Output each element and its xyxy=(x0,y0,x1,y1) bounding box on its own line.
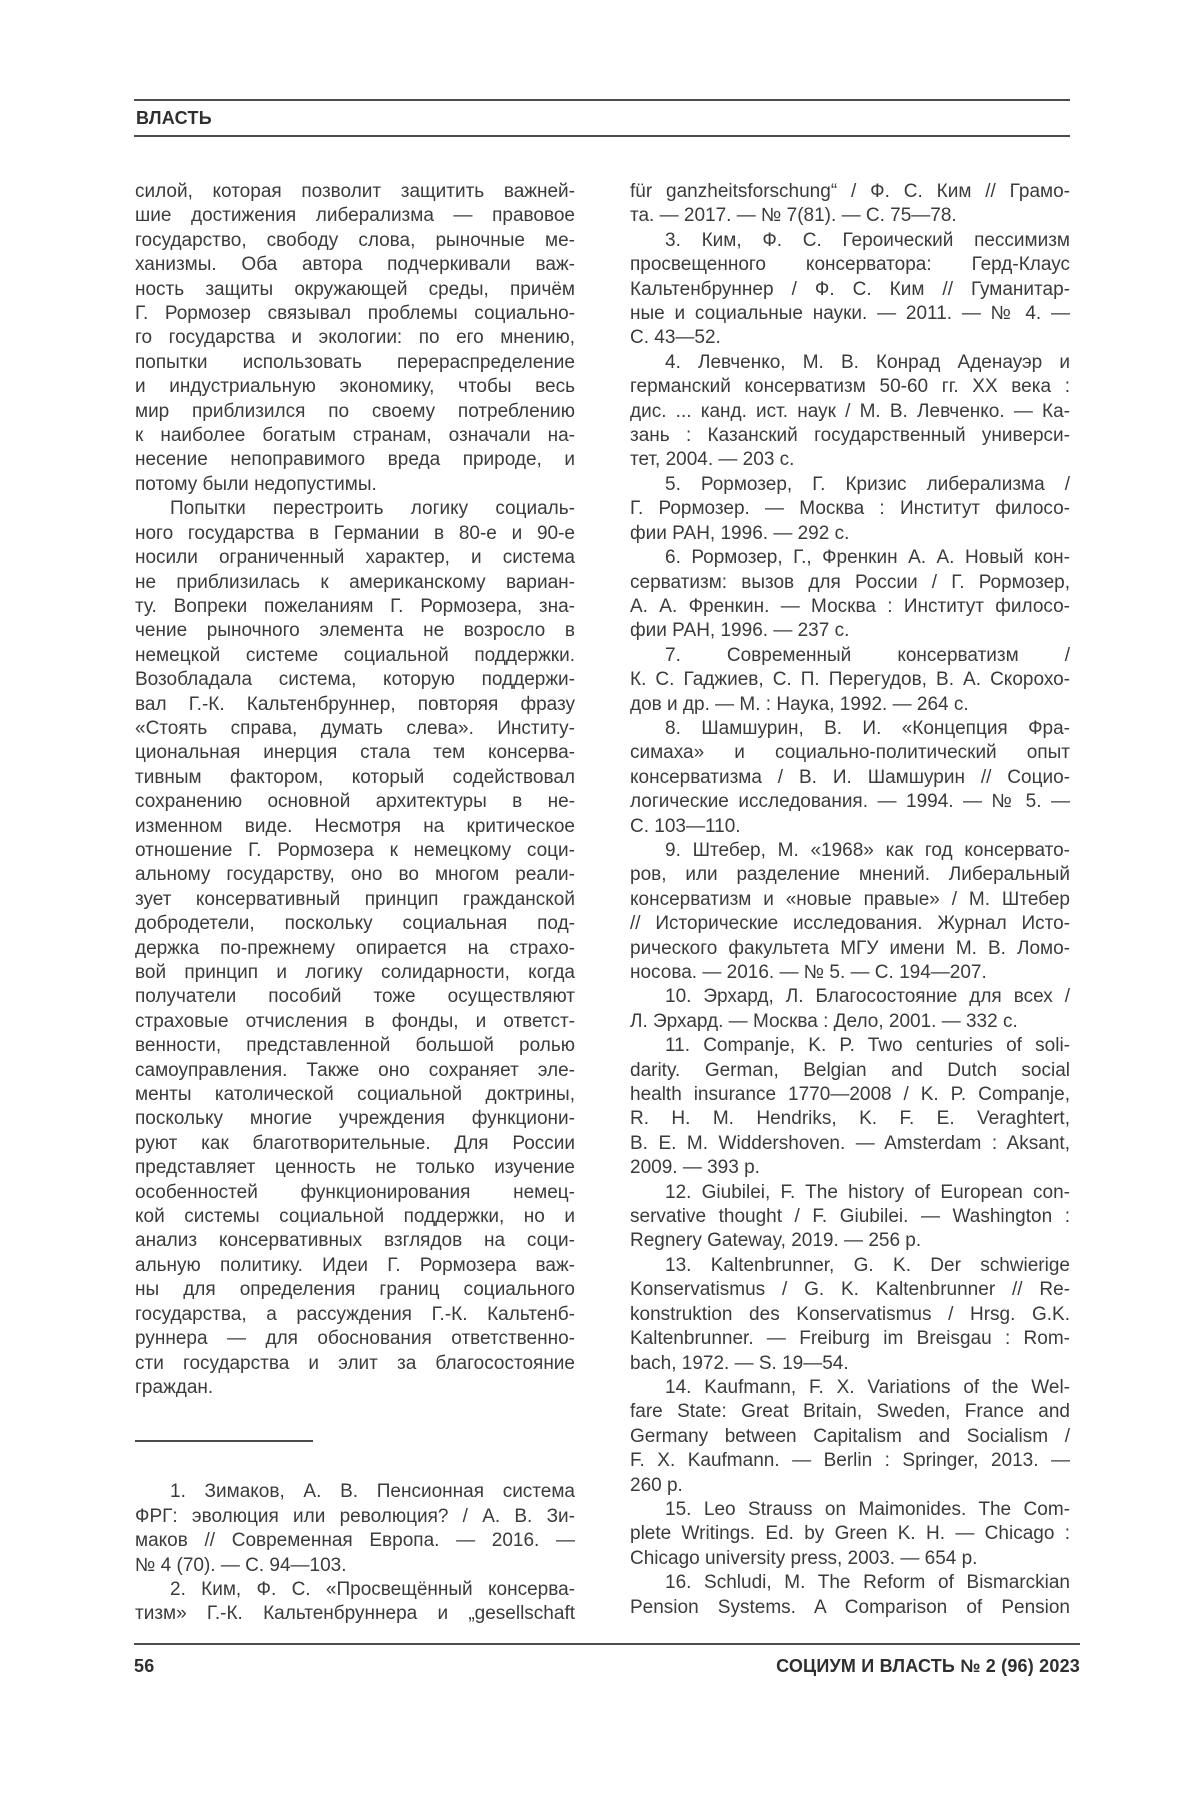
text-line: представляет ценность не только изучение xyxy=(135,1157,575,1179)
text-line: циональная инерция стала тем консерва- xyxy=(135,742,575,764)
text-line: Г. Рормозер связывал проблемы социально- xyxy=(135,303,575,325)
text-line: попытки использовать перераспределение xyxy=(135,351,575,373)
reference-item xyxy=(630,351,1070,473)
text-line: ные и социальные науки. — 2011. — № 4. — xyxy=(630,303,1070,325)
text-line: серватизм: вызов для России / Г. Рормозер, xyxy=(630,571,1070,593)
text-line: Pension Systems. A Comparison of Pension xyxy=(630,1596,1070,1618)
text-line: Regnery Gateway, 2019. — 256 p. xyxy=(630,1230,922,1252)
text-line: держка по-прежнему опирается на страхо- xyxy=(135,937,575,959)
text-line: R. H. M. Hendriks, K. F. E. Veraghtert, xyxy=(630,1108,1070,1130)
text-line: зует консервативный принцип гражданской xyxy=(135,888,575,910)
text-line: менты католической социальной доктрины, xyxy=(135,1084,575,1106)
text-line: тизм» Г.-К. Кальтенбруннера и „gesellschaft xyxy=(135,1603,575,1625)
text-line: дис. ... канд. ист. наук / М. В. Левченко. — Ка- xyxy=(630,400,1070,422)
text-line: мир приблизился по своему потреблению xyxy=(135,400,575,422)
text-line: С. 103—110. xyxy=(630,815,741,837)
reference-item xyxy=(630,1181,1070,1254)
text-line: 13. Kaltenbrunner, G. K. Der schwierige xyxy=(665,1254,1070,1276)
text-line: получатели пособий тоже осуществляют xyxy=(135,986,575,1008)
text-line: Л. Эрхард. — Москва : Дело, 2001. — 332 с. xyxy=(630,1010,1018,1032)
section-label: ВЛАСТЬ xyxy=(136,108,213,128)
text-line: bach, 1972. — S. 19—54. xyxy=(630,1352,849,1374)
text-line: логические исследования. — 1994. — № 5. — xyxy=(630,791,1070,813)
journal-title: СОЦИУМ И ВЛАСТЬ № 2 (96) 2023 xyxy=(776,1656,1080,1676)
text-line: 9. Штебер, М. «1968» как год консервато- xyxy=(665,839,1070,861)
paragraph xyxy=(135,180,575,497)
text-line: 2. Ким, Ф. С. «Просвещённый консерва- xyxy=(170,1578,575,1600)
text-line: «Стоять справа, думать слева». Институ- xyxy=(135,717,575,739)
text-line: für ganzheitsforschung“ / Ф. С. Ким // Грамо- xyxy=(630,181,1070,202)
text-line: 3. Ким, Ф. С. Героический пессимизм xyxy=(665,229,1070,251)
reference-item xyxy=(135,1578,575,1627)
text-line: С. 43—52. xyxy=(630,327,721,349)
reference-item xyxy=(135,1480,575,1578)
text-line: фии РАН, 1996. — 292 с. xyxy=(630,522,850,544)
text-line: носова. — 2016. — № 5. — С. 194—207. xyxy=(630,962,987,983)
text-line: 8. Шамшурин, В. И. «Концепция Фра- xyxy=(665,717,1070,739)
paragraph xyxy=(630,180,1070,229)
footnote-separator xyxy=(135,1440,313,1442)
text-line: Г. Рормозер. — Москва : Институт филосо- xyxy=(630,498,1070,520)
text-line: вой принцип и логику солидарности, когда xyxy=(135,962,575,983)
text-line: германский консерватизм 50-60 гг. XX века : xyxy=(630,376,1070,398)
reference-item xyxy=(630,1034,1070,1180)
text-line: 1. Зимаков, А. В. Пенсионная система xyxy=(170,1481,575,1503)
text-line: просвещенного консерватора: Герд-Клаус xyxy=(630,254,1070,276)
text-line: фии РАН, 1996. — 237 с. xyxy=(630,620,850,642)
text-line: Попытки перестроить логику социаль- xyxy=(170,498,575,520)
text-line: ФРГ: эволюция или революция? / А. В. Зи- xyxy=(135,1505,575,1527)
text-line: несение непоправимого вреда природе, и xyxy=(135,449,575,471)
text-line: симаха» и социально-политический опыт xyxy=(630,742,1070,764)
text-line: 6. Рормозер, Г., Френкин А. А. Новый кон- xyxy=(665,547,1070,569)
text-line: шие достижения либерализма — правовое xyxy=(135,205,575,227)
text-line: Возобладала система, которую поддержи- xyxy=(135,669,575,691)
two-column-text xyxy=(135,180,1070,1627)
reference-item xyxy=(630,1498,1070,1571)
reference-item xyxy=(630,644,1070,717)
text-line: 2009. — 393 p. xyxy=(630,1157,760,1179)
text-line: чение рыночного элемента не возросло в xyxy=(135,620,575,642)
reference-item xyxy=(630,985,1070,1034)
text-line: 12. Giubilei, F. The history of European con- xyxy=(665,1181,1070,1203)
text-line: венности, представленной большой ролью xyxy=(135,1035,575,1057)
reference-item xyxy=(630,1376,1070,1498)
text-line: альному государству, оно во многом реали- xyxy=(135,864,575,886)
text-line: поскольку многие учреждения функциони- xyxy=(135,1108,575,1130)
text-line: plete Writings. Ed. by Green K. H. — Chicago : xyxy=(630,1523,1070,1545)
text-line: ров, или разделение мнений. Либеральный xyxy=(630,864,1070,886)
text-line: руют как благотворительные. Для России xyxy=(135,1132,575,1154)
text-line: анализ консервативных взглядов на соци- xyxy=(135,1230,575,1252)
text-line: F. X. Kaufmann. — Berlin : Springer, 2013. — xyxy=(630,1450,1070,1472)
text-line: альную политику. Идеи Г. Рормозера важ- xyxy=(135,1254,575,1276)
text-line: 15. Leo Strauss on Maimonides. The Com- xyxy=(665,1498,1070,1520)
text-line: К. С. Гаджиев, С. П. Перегудов, В. А. Скорохо- xyxy=(630,669,1070,691)
text-line: самоуправления. Также оно сохраняет эле- xyxy=(135,1059,575,1081)
text-line: отношение Г. Рормозера к немецкому соци- xyxy=(135,839,575,861)
text-line: силой, которая позволит защитить важней- xyxy=(135,181,575,202)
text-line: fare State: Great Britain, Sweden, France and xyxy=(630,1401,1070,1423)
reference-item xyxy=(630,1254,1070,1376)
text-line: № 4 (70). — С. 94—103. xyxy=(135,1554,347,1576)
text-line: ны для определения границ социального xyxy=(135,1279,575,1301)
text-line: немецкой системе социальной поддержки. xyxy=(135,644,575,666)
text-line: потому были недопустимы. xyxy=(135,473,377,495)
text-line: 260 p. xyxy=(630,1474,683,1496)
text-line: сохранению основной архитектуры в не- xyxy=(135,791,575,813)
text-line: тет, 2004. — 203 с. xyxy=(630,449,795,471)
text-line: Kaltenbrunner. — Freiburg im Breisgau : Rom- xyxy=(630,1328,1070,1350)
page-number: 56 xyxy=(134,1656,155,1676)
text-line: добродетели, поскольку социальная под- xyxy=(135,913,575,935)
text-line: особенностей функционирования немец- xyxy=(135,1181,575,1203)
text-line: B. E. M. Widdershoven. — Amsterdam : Aksant, xyxy=(630,1132,1070,1154)
text-line: носили ограниченный характер, и система xyxy=(135,547,575,569)
right-column xyxy=(630,180,1070,1627)
text-line: // Исторические исследования. Журнал Исто- xyxy=(630,913,1070,935)
text-line: Chicago university press, 2003. — 654 p. xyxy=(630,1547,978,1569)
reference-item xyxy=(630,229,1070,351)
text-line: го государства и экологии: по его мнению, xyxy=(135,327,575,349)
text-line: государства, а рассуждения Г.-К. Кальтенб- xyxy=(135,1303,575,1325)
reference-item xyxy=(630,1571,1070,1620)
text-line: health insurance 1770—2008 / K. P. Companje, xyxy=(630,1084,1070,1106)
text-line: 10. Эрхард, Л. Благосостояние для всех / xyxy=(665,986,1070,1008)
text-line: зань : Казанский государственный универси- xyxy=(630,425,1070,447)
reference-item xyxy=(630,473,1070,546)
text-line: А. А. Френкин. — Москва : Институт филосо- xyxy=(630,595,1070,617)
text-line: маков // Современная Европа. — 2016. — xyxy=(135,1530,575,1552)
text-line: сти государства и элит за благосостояние xyxy=(135,1352,575,1374)
text-line: Konservatismus / G. K. Kaltenbrunner // Re- xyxy=(630,1279,1070,1301)
text-line: 16. Schludi, M. The Reform of Bismarckian xyxy=(665,1572,1070,1594)
reference-item xyxy=(630,839,1070,985)
text-line: вал Г.-К. Кальтенбруннер, повторяя фразу xyxy=(135,693,575,715)
reference-item xyxy=(630,546,1070,644)
text-line: 7. Современный консерватизм / xyxy=(665,644,1070,666)
text-line: рического факультета МГУ имени М. В. Ломо- xyxy=(630,937,1070,959)
text-line: та. — 2017. — № 7(81). — С. 75—78. xyxy=(630,205,957,227)
paragraph xyxy=(135,497,575,1400)
reference-item xyxy=(630,717,1070,839)
text-line: konstruktion des Konservatismus / Hrsg. G.K. xyxy=(630,1303,1070,1325)
text-line: ту. Вопреки пожеланиям Г. Рормозера, зна- xyxy=(135,595,575,617)
text-line: 11. Companje, K. P. Two centuries of soli- xyxy=(665,1035,1070,1057)
text-line: консерватизма / В. И. Шамшурин // Социо- xyxy=(630,766,1070,788)
running-header xyxy=(134,99,1070,137)
text-line: к наиболее богатым странам, означали на- xyxy=(135,425,575,447)
text-line: не приблизилась к американскому вариан- xyxy=(135,571,575,593)
text-line: Germany between Capitalism and Socialism / xyxy=(630,1425,1070,1447)
text-line: 4. Левченко, М. В. Конрад Аденауэр и xyxy=(665,351,1070,373)
text-line: 14. Kaufmann, F. X. Variations of the Wel- xyxy=(665,1376,1070,1398)
text-line: граждан. xyxy=(135,1376,214,1398)
left-column xyxy=(135,180,575,1627)
footer-row xyxy=(134,1645,1080,1677)
text-line: тивным фактором, который содействовал xyxy=(135,766,575,788)
text-line: кой системы социальной поддержки, но и xyxy=(135,1206,575,1228)
text-line: консерватизм и «новые правые» / М. Штебер xyxy=(630,888,1070,910)
text-line: darity. German, Belgian and Dutch social xyxy=(630,1059,1070,1081)
text-line: ность защиты окружающей среды, причём xyxy=(135,278,575,300)
text-line: servative thought / F. Giubilei. — Washington : xyxy=(630,1206,1070,1228)
running-footer xyxy=(134,1643,1080,1677)
text-line: и индустриальную экономику, чтобы весь xyxy=(135,376,575,398)
text-line: дов и др. — М. : Наука, 1992. — 264 с. xyxy=(630,693,969,715)
header-rule-bottom xyxy=(134,135,1070,137)
text-line: страховые отчисления в фонды, и ответст- xyxy=(135,1010,575,1032)
text-line: изменном виде. Несмотря на критическое xyxy=(135,815,575,837)
text-line: 5. Рормозер, Г. Кризис либерализма / xyxy=(665,473,1070,495)
text-line: государство, свободу слова, рыночные ме- xyxy=(135,229,575,251)
text-line: ного государства в Германии в 80-е и 90-е xyxy=(135,522,575,544)
text-line: ханизмы. Оба автора подчеркивали важ- xyxy=(135,254,575,276)
text-line: Кальтенбруннер / Ф. С. Ким // Гуманитар- xyxy=(630,278,1070,300)
text-line: руннера — для обоснования ответственно- xyxy=(135,1328,575,1350)
